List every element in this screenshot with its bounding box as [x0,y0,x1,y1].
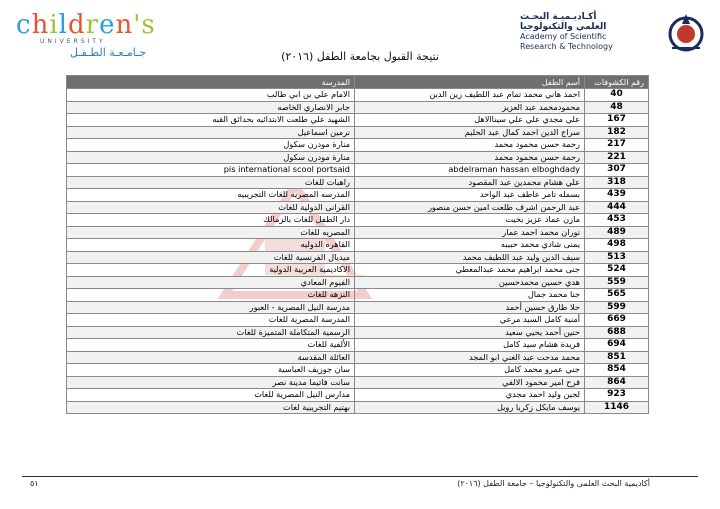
table-row [67,139,649,152]
table-row [67,276,649,289]
header-school: المدرسة [67,76,355,89]
cell-name: يمنى شادي محمد حبيبه [355,239,585,252]
cell-code: 217 [585,139,649,152]
cell-school: ميديال الفرنسية للغات [67,251,355,264]
cell-name: يوسف مايكل زكريا رويل [355,401,585,414]
table-row [67,364,649,377]
table-row [67,176,649,189]
cell-code: 864 [585,376,649,389]
cell-name: حنين أحمد يحيي سعيد [355,326,585,339]
brand-subtitle: UNIVERSITY [40,38,106,45]
cell-code: 48 [585,101,649,114]
cell-code: 182 [585,126,649,139]
cell-code: 851 [585,351,649,364]
table-row [67,239,649,252]
cell-name: علي هشام محمدين عبد المقصود [355,176,585,189]
cell-code: 559 [585,276,649,289]
footer-divider [22,476,698,477]
cell-name: أمنية كامل السيد مرعي [355,314,585,327]
table-row [67,126,649,139]
cell-name: حلا طارق حسين أحمد [355,301,585,314]
brand-wordmark [16,10,156,40]
results-table [66,75,649,414]
cell-code: 40 [585,89,649,102]
cell-name: لجين وليد احمد مجدي [355,389,585,402]
cell-code: 669 [585,314,649,327]
brand-letter: l [58,10,68,40]
cell-name: علي مجدي علي علي سيناالاهل [355,114,585,127]
cell-school: سانت فاتيما مدينة نصر [67,376,355,389]
cell-code: 167 [585,114,649,127]
cell-school: دار الطفل للغات بالزمالك [67,214,355,227]
academy-english-line-2: Research & Technology [520,42,613,51]
cell-name: بسمله تامر عاطف عبد الواحد [355,189,585,202]
cell-code: 565 [585,289,649,302]
table-row [67,251,649,264]
cell-school: المدرسه المصريه للغات التجريبيه [67,189,355,202]
cell-school: القرانى الدولية للغات [67,201,355,214]
brand-letter: h [31,10,50,40]
brand-letter: d [67,10,86,40]
cell-code: 694 [585,339,649,352]
cell-school: الامام علي بن ابي طالب [67,89,355,102]
cell-school: الفيوم المعادي [67,276,355,289]
table-row [67,314,649,327]
cell-school: القاهره الدوليه [67,239,355,252]
table-row [67,189,649,202]
cell-code: 688 [585,326,649,339]
cell-school: العائلة المقدسة [67,351,355,364]
cell-code: 524 [585,264,649,277]
cell-name: فرح امير محمود الالفي [355,376,585,389]
cell-code: 498 [585,239,649,252]
cell-name: عبد الرحمن اشرف طلعت امين حسن منصور [355,201,585,214]
cell-code: 307 [585,164,649,177]
academy-name [520,12,660,52]
cell-school: الرسمية المتكاملة المتميزة للغات [67,326,355,339]
cell-school: جابر الانصاري الخاصه [67,101,355,114]
page-title: نتيجة القبول بجامعة الطفل (٢٠١٦) [281,50,439,63]
cell-school: المصريه للغات [67,226,355,239]
cell-school: راهبات للغات [67,176,355,189]
cell-school: نرمين اسماعيل [67,126,355,139]
table-row [67,164,649,177]
brand-letter: n [115,10,134,40]
cell-name: سيف الدين وليد عبد اللطيف محمد [355,251,585,264]
cell-code: 439 [585,189,649,202]
cell-school: النزهه للغات [67,289,355,302]
table-row [67,151,649,164]
cell-name: جنى محمد ابراهيم محمد عبدالمعطي [355,264,585,277]
cell-school: المدرسة المصرية للغات [67,314,355,327]
header-name: أسم الطفل [355,76,585,89]
academy-arabic-line-1: أكـاديـميـة البحـث [520,12,597,22]
cell-school: سان جوزيف العباسية [67,364,355,377]
cell-code: 923 [585,389,649,402]
cell-code: 221 [585,151,649,164]
cell-school: منارة مودرن سكول [67,151,355,164]
header-code: رقم الكشوفات [585,76,649,89]
table-row [67,226,649,239]
cell-code: 599 [585,301,649,314]
cell-name: احمد هاني محمد تمام عبد اللطيف زين الدين [355,89,585,102]
table-row [67,101,649,114]
table-header-row [67,76,649,89]
brand-letter: c [16,10,32,40]
cell-code: 513 [585,251,649,264]
footer-text: أكاديمية البحث العلمى والتكنولوجيا – جامعة الطفل (٢٠١٦) [457,479,650,488]
cell-code: 444 [585,201,649,214]
table-row [67,301,649,314]
cell-school: pis international scool portsaid [67,164,355,177]
table-row [67,389,649,402]
cell-name: هدي حسين محمدحسين [355,276,585,289]
cell-code: 1146 [585,401,649,414]
cell-name: سراج الدين احمد كمال عبد الحليم [355,126,585,139]
cell-name: رحمة حسن محمود محمد [355,151,585,164]
table-row [67,401,649,414]
cell-name: مازن عماد عزيز بخيت [355,214,585,227]
cell-school: مدارس النيل المصرية للغات [67,389,355,402]
table-row [67,214,649,227]
cell-name: فريدة هشام سيد كامل [355,339,585,352]
table-row [67,264,649,277]
results-table-container [66,75,648,414]
table-row [67,351,649,364]
table-row [67,339,649,352]
brand-arabic: جـامـعـة الطـفـل [70,46,147,59]
table-row [67,201,649,214]
cell-school: مدرسة النيل المصرية - العبور [67,301,355,314]
cell-school: الألفية للغات [67,339,355,352]
academy-english-line-1: Academy of Scientific [520,32,607,41]
table-row [67,89,649,102]
cell-name: جني عمرو محمد كامل [355,364,585,377]
cell-school: الشهيد علي طلعت الابتدائيه بحدائق القبه [67,114,355,127]
table-row [67,326,649,339]
cell-code: 854 [585,364,649,377]
cell-school: منارة مودرن سكول [67,139,355,152]
cell-name: جنا محمد جمال [355,289,585,302]
table-row [67,114,649,127]
table-row [67,289,649,302]
table-row [67,376,649,389]
cell-name: محمد مدحت عبد الغني ابو المجد [355,351,585,364]
table-body [67,89,649,414]
brand-letter: r [85,10,100,40]
page-number: ٥١ [30,479,39,488]
cell-name: رحمة حسن محمود محمد [355,139,585,152]
cell-name: نوران محمد احمد عمار [355,226,585,239]
academy-arabic-line-2: العلمي والتكنولوجيا [520,22,607,32]
cell-name: abdelraman hassan elboghdady [355,164,585,177]
cell-school: بهتيم التجريبية لغات [67,401,355,414]
brand-letter: e [99,10,116,40]
brand-letter: i [49,10,59,40]
cell-code: 489 [585,226,649,239]
brand-letter: 's [133,10,156,40]
cell-code: 453 [585,214,649,227]
cell-code: 318 [585,176,649,189]
cell-name: محمودمحمد عبد العزيز [355,101,585,114]
cell-school: الاكاديمية العربية الدولية [67,264,355,277]
